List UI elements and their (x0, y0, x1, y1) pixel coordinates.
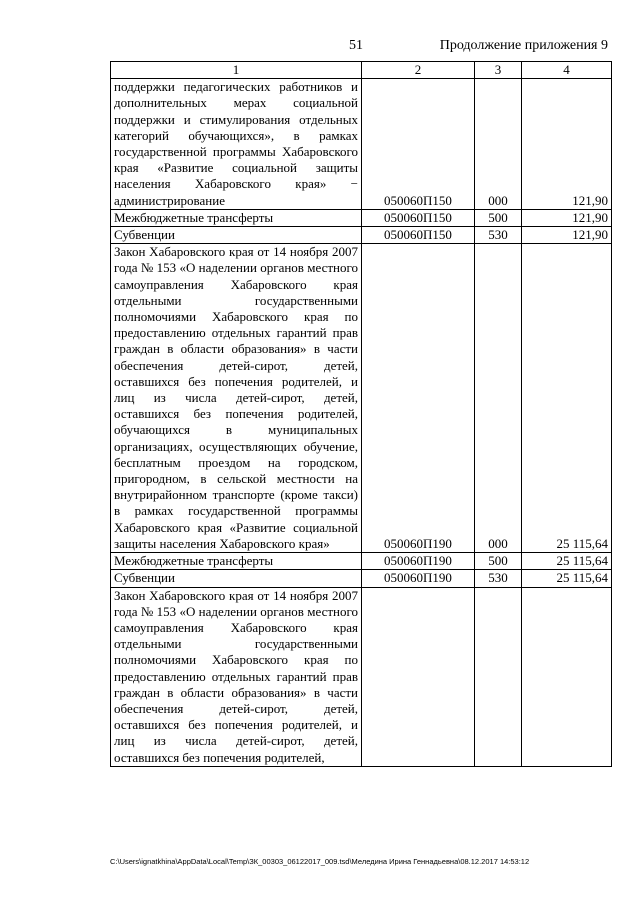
row-type: 530 (475, 570, 522, 587)
column-header-2: 2 (362, 62, 475, 79)
row-description: Закон Хабаровского края от 14 ноября 2007 года № 153 «О наделении органов местного самоуправления Хабаровского края отдельными государственными полномочиями Хабаровского края по предоставлению отдельных гарантий прав граждан в области образования» в части обеспечения детей-сирот, детей, оставшихся без попечения родителей, и лиц из числа детей-сирот, детей, оставшихся без попечения родителей, (111, 587, 362, 766)
row-type: 000 (475, 244, 522, 553)
row-description: Межбюджетные трансферты (111, 553, 362, 570)
column-header-3: 3 (475, 62, 522, 79)
row-type: 530 (475, 227, 522, 244)
footer-file-path: C:\Users\ignatkhina\AppData\Local\Temp\ЗК_00303_06122017_009.tsd\Меледина Ирина Геннадьевна\08.12.2017 14:53:12 (110, 857, 530, 866)
row-code: 050060П150 (362, 209, 475, 226)
row-code: 050060П190 (362, 570, 475, 587)
row-description: Межбюджетные трансферты (111, 209, 362, 226)
continuation-title: Продолжение приложения 9 (439, 38, 608, 53)
row-code: 050060П190 (362, 553, 475, 570)
table-row (111, 244, 612, 553)
row-type: 500 (475, 553, 522, 570)
row-code: 050060П150 (362, 79, 475, 210)
row-amount: 25 115,64 (522, 244, 612, 553)
row-description: Субвенции (111, 570, 362, 587)
column-header-4: 4 (522, 62, 612, 79)
row-description: Закон Хабаровского края от 14 ноября 2007 года № 153 «О наделении органов местного самоуправления Хабаровского края отдельными государственными полномочиями Хабаровского края по предоставлению отдельных гарантий прав граждан в области образования» в части обеспечения детей-сирот, детей, оставшихся без попечения родителей, и лиц из числа детей-сирот, детей, оставшихся без попечения родителей, обучающихся в муниципальных организациях, осуществляющих обучение, бесплатным проездом на городском, пригородном, в сельской местности на внутрирайонном транспорте (кроме такси) в рамках государственной программы Хабаровского края «Развитие социальной защиты населения Хабаровского края» (111, 244, 362, 553)
table-row (111, 209, 612, 226)
row-amount: 121,90 (522, 227, 612, 244)
page-number: 51 (349, 38, 363, 53)
row-description: поддержки педагогических работников и дополнительных мерах социальной поддержки и стимулирования отдельных категорий обучающихся», в рамках государственной программы Хабаровского края «Развитие социальной защиты населения Хабаровского края» − администрирование (111, 79, 362, 210)
table-row (111, 227, 612, 244)
budget-table (110, 61, 612, 767)
row-amount (522, 587, 612, 766)
table-row (111, 587, 612, 766)
row-amount: 121,90 (522, 79, 612, 210)
table-row (111, 553, 612, 570)
row-amount: 121,90 (522, 209, 612, 226)
row-code (362, 587, 475, 766)
row-code: 050060П150 (362, 227, 475, 244)
table-header-row (111, 62, 612, 79)
row-description: Субвенции (111, 227, 362, 244)
row-amount: 25 115,64 (522, 570, 612, 587)
row-type: 500 (475, 209, 522, 226)
row-type: 000 (475, 79, 522, 210)
row-amount: 25 115,64 (522, 553, 612, 570)
table-row (111, 79, 612, 210)
row-code: 050060П190 (362, 244, 475, 553)
table-row (111, 570, 612, 587)
column-header-1: 1 (111, 62, 362, 79)
row-type (475, 587, 522, 766)
